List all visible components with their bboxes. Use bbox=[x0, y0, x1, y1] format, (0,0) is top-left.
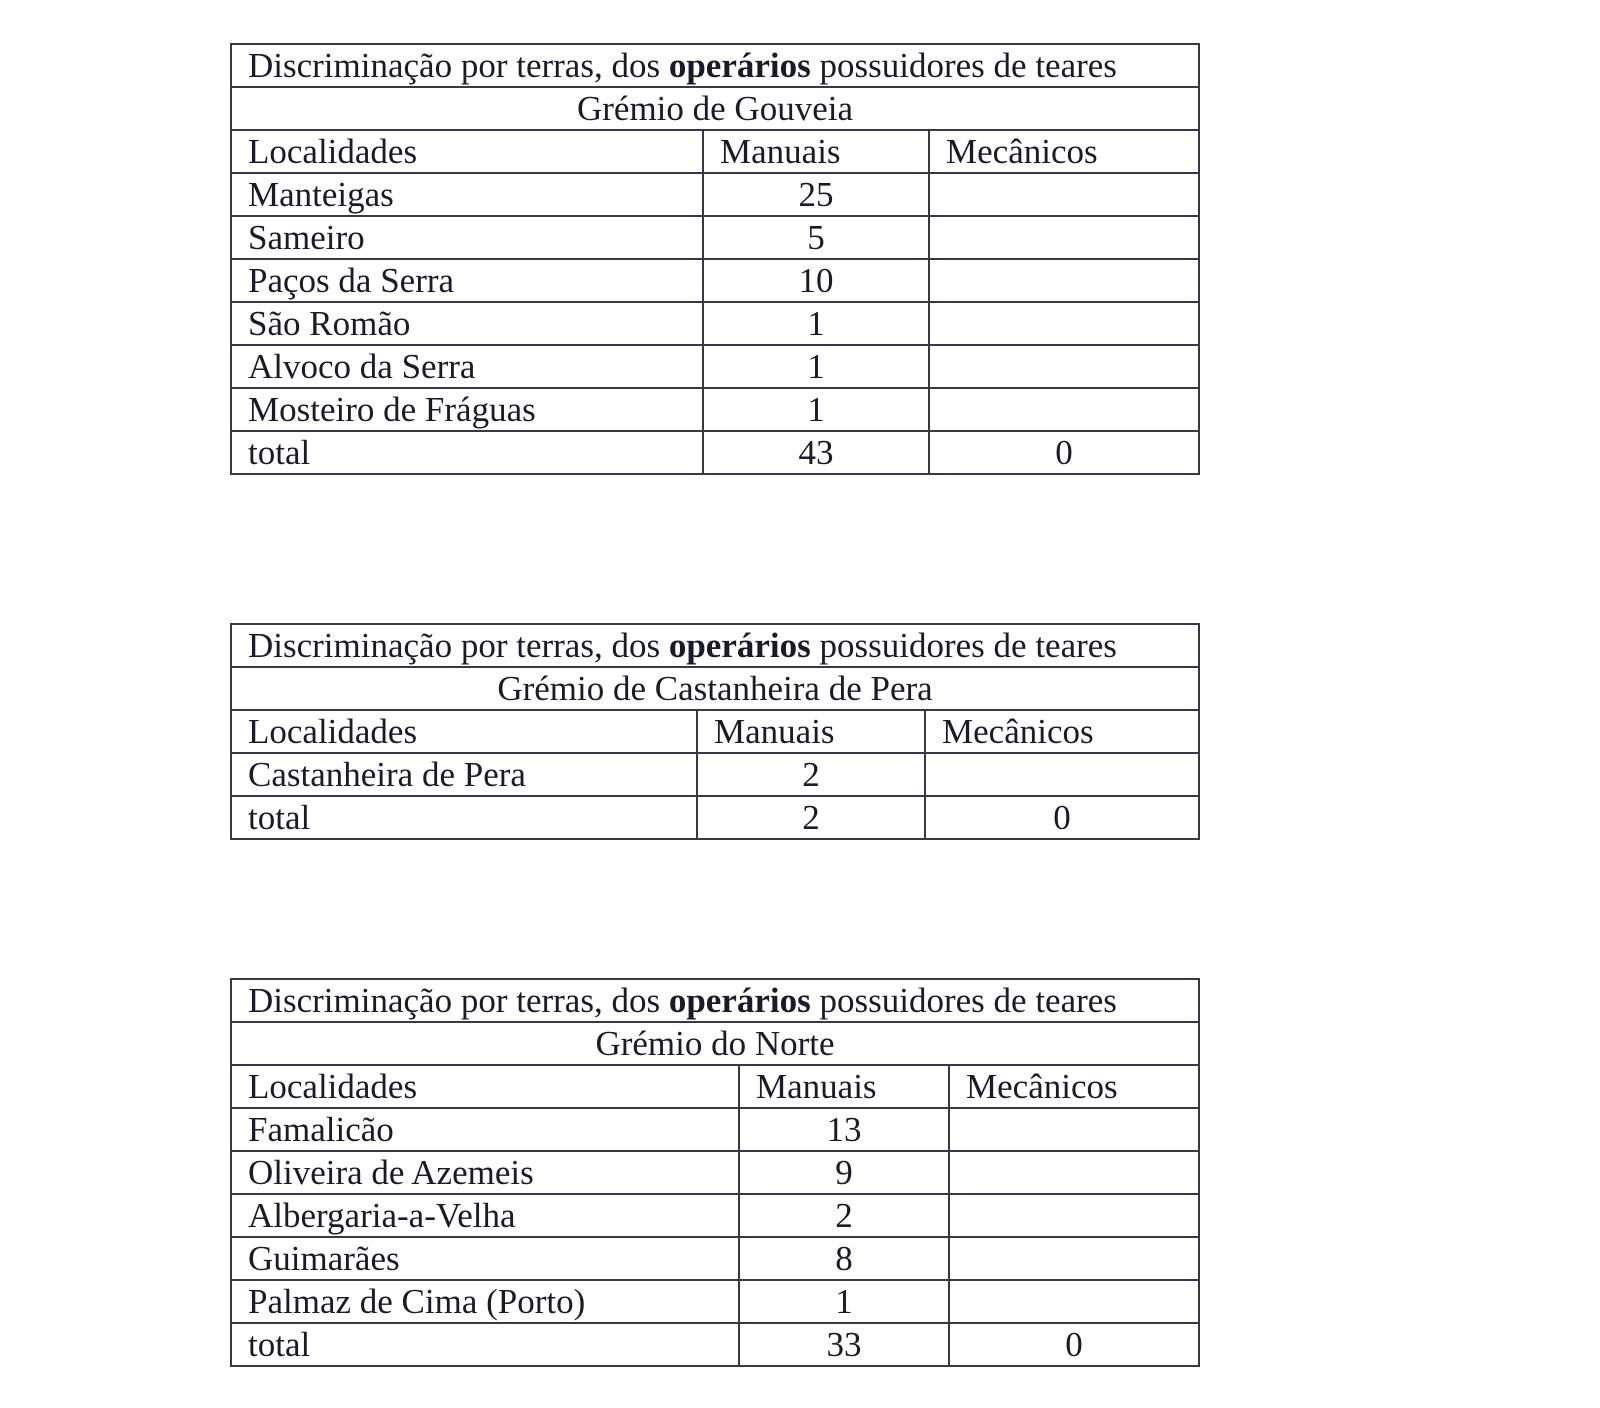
total-manuais: 33 bbox=[739, 1323, 949, 1366]
cell-localidade: Palmaz de Cima (Porto) bbox=[231, 1280, 739, 1323]
gremio-row bbox=[231, 1022, 1199, 1065]
header-manuais: Manuais bbox=[703, 130, 929, 173]
title-bold-word: operários bbox=[668, 626, 811, 665]
gremio-name: Grémio do Norte bbox=[231, 1022, 1199, 1065]
cell-mecanicos bbox=[949, 1280, 1199, 1323]
gremio-name: Grémio de Gouveia bbox=[231, 87, 1199, 130]
cell-manuais: 5 bbox=[703, 216, 929, 259]
total-mecanicos: 0 bbox=[949, 1323, 1199, 1366]
cell-localidade: Sameiro bbox=[231, 216, 703, 259]
cell-mecanicos bbox=[929, 345, 1199, 388]
cell-manuais: 8 bbox=[739, 1237, 949, 1280]
total-row bbox=[231, 431, 1199, 474]
header-mecanicos: Mecânicos bbox=[925, 710, 1199, 753]
cell-localidade: Alvoco da Serra bbox=[231, 345, 703, 388]
gremio-row bbox=[231, 87, 1199, 130]
title-bold-word: operários bbox=[668, 981, 811, 1020]
cell-mecanicos bbox=[929, 173, 1199, 216]
table-title: Discriminação por terras, dos operários possuidores de teares bbox=[231, 979, 1199, 1022]
header-localidades: Localidades bbox=[231, 130, 703, 173]
table-row bbox=[231, 259, 1199, 302]
table-title-row bbox=[231, 979, 1199, 1022]
table-row bbox=[231, 345, 1199, 388]
cell-manuais: 1 bbox=[703, 345, 929, 388]
cell-mecanicos bbox=[929, 216, 1199, 259]
cell-manuais: 1 bbox=[703, 388, 929, 431]
table-title: Discriminação por terras, dos operários possuidores de teares bbox=[231, 44, 1199, 87]
header-mecanicos: Mecânicos bbox=[929, 130, 1199, 173]
table-title: Discriminação por terras, dos operários possuidores de teares bbox=[231, 624, 1199, 667]
cell-mecanicos bbox=[949, 1151, 1199, 1194]
cell-mecanicos bbox=[949, 1194, 1199, 1237]
table-row bbox=[231, 1280, 1199, 1323]
cell-localidade: Paços da Serra bbox=[231, 259, 703, 302]
cell-mecanicos bbox=[949, 1237, 1199, 1280]
cell-manuais: 1 bbox=[703, 302, 929, 345]
cell-mecanicos bbox=[925, 753, 1199, 796]
header-manuais: Manuais bbox=[739, 1065, 949, 1108]
header-mecanicos: Mecânicos bbox=[949, 1065, 1199, 1108]
gremio-name: Grémio de Castanheira de Pera bbox=[231, 667, 1199, 710]
cell-manuais: 25 bbox=[703, 173, 929, 216]
cell-localidade: Guimarães bbox=[231, 1237, 739, 1280]
total-label: total bbox=[231, 431, 703, 474]
total-mecanicos: 0 bbox=[929, 431, 1199, 474]
cell-manuais: 2 bbox=[739, 1194, 949, 1237]
gremio-row bbox=[231, 667, 1199, 710]
total-manuais: 2 bbox=[697, 796, 925, 839]
table-row bbox=[231, 753, 1199, 796]
header-row bbox=[231, 1065, 1199, 1108]
cell-localidade: Albergaria-a-Velha bbox=[231, 1194, 739, 1237]
table-row bbox=[231, 1151, 1199, 1194]
cell-manuais: 13 bbox=[739, 1108, 949, 1151]
table-title-row bbox=[231, 624, 1199, 667]
total-row bbox=[231, 1323, 1199, 1366]
cell-localidade: Mosteiro de Fráguas bbox=[231, 388, 703, 431]
title-bold-word: operários bbox=[668, 46, 811, 85]
total-row bbox=[231, 796, 1199, 839]
cell-localidade: Manteigas bbox=[231, 173, 703, 216]
table-row bbox=[231, 216, 1199, 259]
cell-localidade: São Romão bbox=[231, 302, 703, 345]
cell-manuais: 2 bbox=[697, 753, 925, 796]
table-title-row bbox=[231, 44, 1199, 87]
header-row bbox=[231, 710, 1199, 753]
header-row bbox=[231, 130, 1199, 173]
cell-localidade: Castanheira de Pera bbox=[231, 753, 697, 796]
cell-manuais: 10 bbox=[703, 259, 929, 302]
table-row bbox=[231, 302, 1199, 345]
table-row bbox=[231, 173, 1199, 216]
cell-mecanicos bbox=[949, 1108, 1199, 1151]
cell-localidade: Oliveira de Azemeis bbox=[231, 1151, 739, 1194]
total-manuais: 43 bbox=[703, 431, 929, 474]
cell-mecanicos bbox=[929, 259, 1199, 302]
table-gremio-castanheira-de-pera bbox=[230, 623, 1200, 840]
cell-manuais: 9 bbox=[739, 1151, 949, 1194]
header-localidades: Localidades bbox=[231, 1065, 739, 1108]
table-gremio-do-norte bbox=[230, 978, 1200, 1367]
cell-manuais: 1 bbox=[739, 1280, 949, 1323]
total-label: total bbox=[231, 1323, 739, 1366]
header-localidades: Localidades bbox=[231, 710, 697, 753]
table-row bbox=[231, 1108, 1199, 1151]
table-row bbox=[231, 1194, 1199, 1237]
table-row bbox=[231, 1237, 1199, 1280]
total-mecanicos: 0 bbox=[925, 796, 1199, 839]
total-label: total bbox=[231, 796, 697, 839]
cell-mecanicos bbox=[929, 388, 1199, 431]
cell-mecanicos bbox=[929, 302, 1199, 345]
table-gremio-gouveia bbox=[230, 43, 1200, 475]
header-manuais: Manuais bbox=[697, 710, 925, 753]
cell-localidade: Famalicão bbox=[231, 1108, 739, 1151]
table-row bbox=[231, 388, 1199, 431]
